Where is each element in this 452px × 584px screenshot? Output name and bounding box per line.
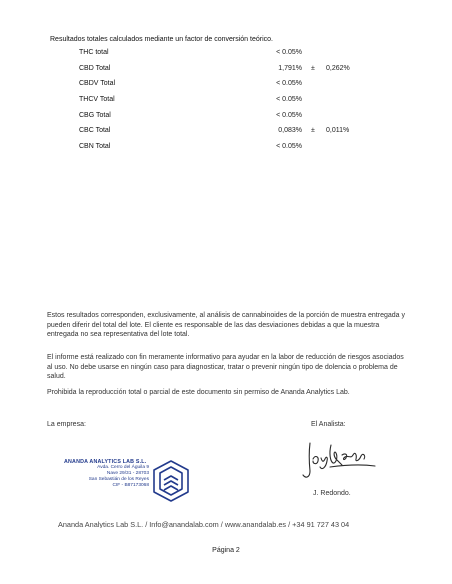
plus-minus: ± <box>311 127 315 135</box>
company-stamp <box>56 459 156 489</box>
uncertainty: 0,262% <box>326 64 350 72</box>
compound-name: CBC Total <box>79 127 111 135</box>
stamp-cif-line: CIF - B87173068 <box>112 483 149 488</box>
result-row-cbd <box>0 65 452 81</box>
compound-value: < 0.05% <box>276 111 302 119</box>
stamp-address-line: Nave 29/31 - 28703 <box>106 471 149 476</box>
compound-name: THCV Total <box>79 96 115 104</box>
result-row-cbg <box>0 112 452 128</box>
compound-name: THC total <box>79 49 109 56</box>
page-number: Página 2 <box>212 547 240 554</box>
stamp-company-name: ANANDA ANALYTICS LAB S.L. <box>64 459 147 465</box>
compound-name: CBDV Total <box>79 80 116 88</box>
compound-name: CBG Total <box>79 111 111 119</box>
compound-value: < 0.05% <box>276 49 302 56</box>
results-title: Resultados totales calculados mediante un factor de conversión teórico. <box>50 36 273 43</box>
result-row-cbn <box>0 143 452 159</box>
result-row-cbdv <box>0 80 452 96</box>
compound-value: < 0.05% <box>276 96 302 104</box>
company-label: La empresa: <box>47 421 86 428</box>
copyright-paragraph: Prohibida la reproducción total o parcial de este documento sin permiso de Ananda Analytics Lab. <box>47 389 350 396</box>
purpose-paragraph: El informe está realizado con fin meramente informativo para ayudar en la labor de reducción de riesgos asociados al uso. No debe usarse en ningún caso para diagnosticar, tratar o prevenir ningún tipo de dolencia o problema de salud. <box>47 354 404 381</box>
analyst-signature-icon <box>300 437 380 483</box>
compound-name: CBD Total <box>79 64 111 72</box>
disclaimer-paragraph: Estos resultados corresponden, exclusivamente, al análisis de cannabinoides de la porción de muestra entregada y pueden diferir del total del lote. El cliente es responsable de las das desviaciones debidas a que la muestra entregada no sea representativa del lote total. <box>47 312 405 339</box>
compound-value: < 0.05% <box>276 80 302 88</box>
compound-value: < 0.05% <box>276 143 302 151</box>
stamp-address-line: Avda. Cerro del Águila 9 <box>97 465 149 470</box>
analyst-label: El Analista: <box>311 421 346 428</box>
result-row-thcv <box>0 96 452 112</box>
compound-name: CBN Total <box>79 143 111 151</box>
compound-value: 1,791% <box>278 64 302 72</box>
result-row-cbc <box>0 127 452 143</box>
footer-contact: Ananda Analytics Lab S.L. / Info@anandalab.com / www.anandalab.es / +34 91 727 43 04 <box>58 520 350 528</box>
uncertainty: 0,011% <box>326 127 350 135</box>
results-table <box>0 49 452 159</box>
stamp-address-line: San Sebastián de los Reyes <box>88 477 149 482</box>
analyst-name: J. Redondo. <box>313 490 351 497</box>
plus-minus: ± <box>311 64 315 72</box>
result-row-thc <box>0 49 452 65</box>
compound-value: 0,083% <box>278 127 302 135</box>
company-logo-icon <box>150 458 192 504</box>
